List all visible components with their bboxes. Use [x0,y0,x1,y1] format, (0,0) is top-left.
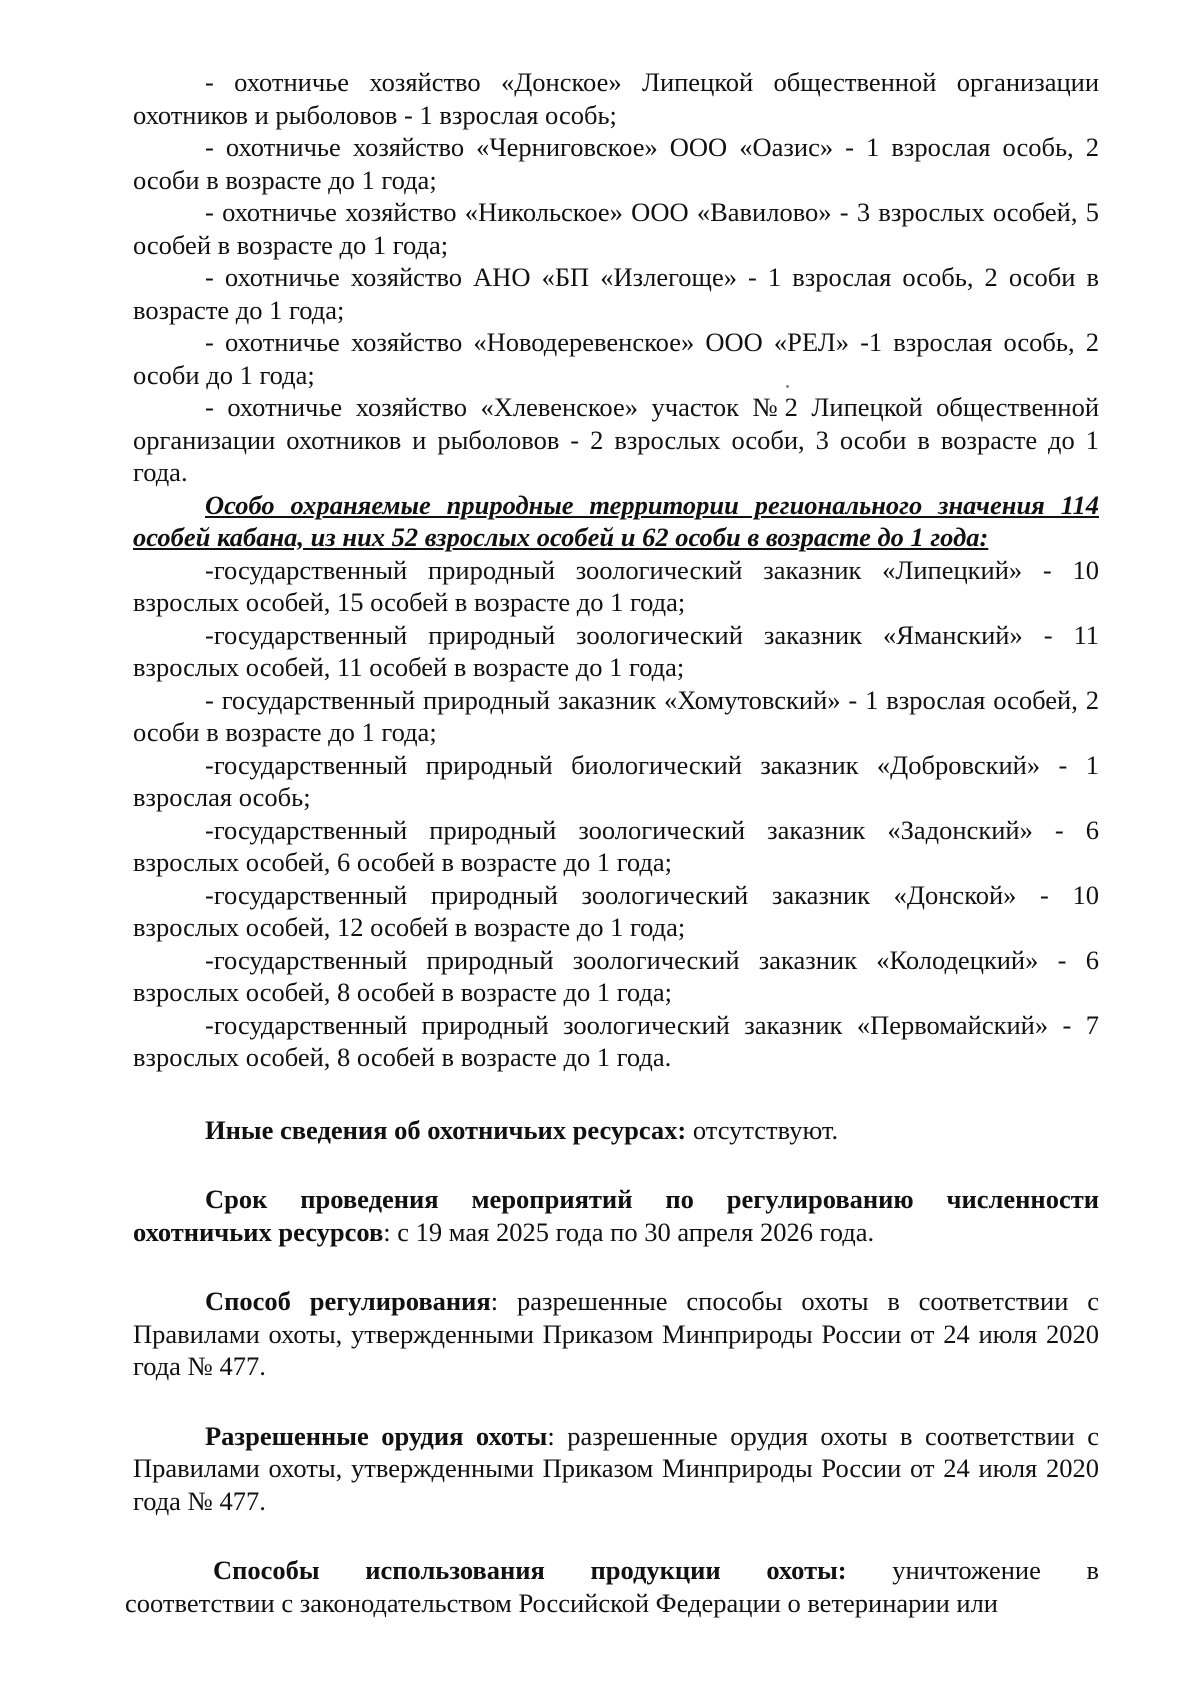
other-info-text: отсутствуют. [686,1114,839,1145]
reserve-item: - государственный природный заказник «Хомутовский» - 1 взрослая особей, 2 особи в возрасте до 1 года; [133,684,1099,747]
period-text: : с 19 мая 2025 года по 30 апреля 2026 года. [383,1216,875,1247]
reserve-item: -государственный природный зоологический заказник «Задонский» - 6 взрослых особей, 6 особей в возрасте до 1 года; [133,814,1099,877]
method-text: : разрешенные способы охоты в соответствии с Правилами охоты, утвержденными Приказом Минприроды России от 24 июля 2020 года № 477. [133,1286,1099,1381]
hunting-farms-list [133,66,1099,489]
reserve-item: -государственный природный зоологический заказник «Липецкий» - 10 взрослых особей, 15 особей в возрасте до 1 года; [133,554,1099,617]
scan-speck [786,385,789,388]
hunting-farm-item: - охотничье хозяйство АНО «БП «Излегоще» - 1 взрослая особь, 2 особи в возрасте до 1 года; [133,262,1099,325]
reserve-item: -государственный природный биологический заказник «Добровский» - 1 взрослая особь; [133,749,1099,812]
reserves-list [133,554,1099,1074]
hunting-farm-item: - охотничье хозяйство «Черниговское» ООО «Оазис» - 1 взрослая особь, 2 особи в возрасте до 1 года; [133,132,1099,195]
usage-continuation: соответствии с законодательством Российской Федерации о ветеринарии или [125,1587,998,1618]
reserve-item: -государственный природный зоологический заказник «Колодецкий» - 6 взрослых особей, 8 особей в возрасте до 1 года; [133,944,1099,1007]
hunting-farm-item: - охотничье хозяйство «Никольское» ООО «Вавилово» - 3 взрослых особей, 5 особей в возрасте до 1 года; [133,197,1099,260]
tools-label: Разрешенные орудия охоты [205,1420,548,1451]
tools-paragraph [133,1420,1099,1518]
usage-paragraph [125,1554,1099,1587]
reserve-item: -государственный природный зоологический заказник «Яманский» - 11 взрослых особей, 11 особей в возрасте до 1 года; [133,619,1099,682]
tools-text: : разрешенные орудия охоты в соответствии с Правилами охоты, утвержденными Приказом Минприроды России от 24 июля 2020 года № 477. [133,1420,1099,1516]
document-page [125,66,1100,1619]
period-label: Срок проведения мероприятий по регулированию численности охотничьих ресурсов [133,1184,1099,1247]
other-info-label: Иные сведения об охотничьих ресурсах: [205,1114,687,1145]
hunting-farm-item: - охотничье хозяйство «Новодеревенское» ООО «РЕЛ» -1 взрослая особь, 2 особи до 1 года; [133,327,1099,390]
method-label: Способ регулирования [205,1286,491,1316]
hunting-farm-item: - охотничье хозяйство «Донское» Липецкой общественной организации охотников и рыболовов - 1 взрослая особь; [133,67,1099,130]
reserve-item: -государственный природный зоологический заказник «Донской» - 10 взрослых особей, 12 особей в возрасте до 1 года; [133,879,1099,942]
hunting-farm-item: - охотничье хозяйство «Хлевенское» участок №2 Липецкой общественной организации охотников и рыболовов - 2 взрослых особи, 3 особи в возрасте до 1 года. [133,392,1099,487]
period-paragraph [133,1183,1099,1248]
usage-label: Способы использования продукции охоты: [213,1555,847,1585]
usage-text: уничтожение в [846,1555,1100,1585]
other-info-paragraph [133,1114,1099,1147]
protected-territories-heading: Особо охраняемые природные территории регионального значения 114 особей кабана, из них 52 взрослых особей и 62 особи в возрасте до 1 года: [133,489,1099,552]
method-paragraph [133,1285,1099,1383]
reserve-item: -государственный природный зоологический заказник «Первомайский» - 7 взрослых особей, 8 особей в возрасте до 1 года. [133,1009,1099,1072]
